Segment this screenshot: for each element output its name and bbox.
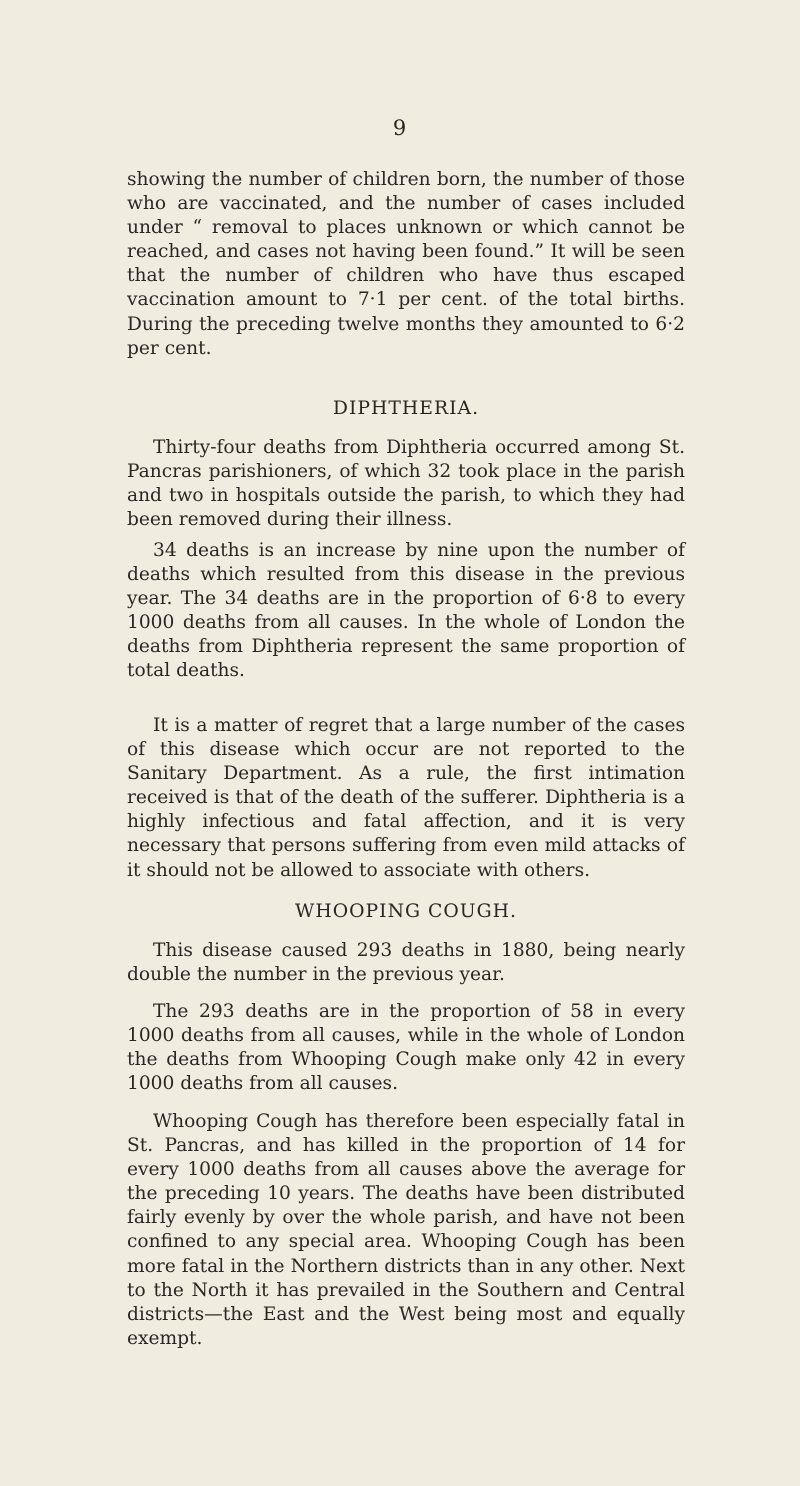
paragraph-text: 34 deaths is an increase by nine upon the number of deaths which resulted from this disease in the previous year. The 34 deaths are in the proportion of 6·8 to every 1000 deaths from all causes. In the whole of London the deaths from Diphtheria represent the same proportion of total deaths. [127,540,685,682]
section-heading-whooping-cough: WHOOPING COUGH. [295,901,517,922]
diphtheria-paragraph-2 [127,539,685,684]
paragraph-text: It is a matter of regret that a large number of the cases of this disease which occur are not reported to the Sanitary Department. As a rule, the first intimation received is that of the death of the sufferer. Diphtheria is a highly infectious and fatal affection, and it is very necessary that persons suffering from even mild attacks of it should not be allowed to associate with others. [127,715,685,881]
paragraph-text: The 293 deaths are in the proportion of 58 in every 1000 deaths from all causes, while in the whole of London the deaths from Whooping Cough make only 42 in every 1000 deaths from all causes. [127,1001,685,1095]
intro-paragraph [127,168,685,361]
page-number: 9 [392,116,408,140]
whooping-cough-paragraph-2 [127,1000,685,1096]
paragraph-text: This disease caused 293 deaths in 1880, being nearly double the number in the previous year. [127,940,685,986]
paragraph-text: Whooping Cough has therefore been especially fatal in St. Pancras, and has killed in the proportion of 14 for every 1000 deaths from all causes above the average for the preceding 10 years. The deaths have been distributed fairly evenly by over the whole parish, and have not been confined to any special area. Whooping Cough has been more fatal in the Northern districts than in any other. Next to the North it has prevailed in the Southern and Central districts—the East and the West being most and equally exempt. [127,1111,685,1349]
diphtheria-paragraph-1 [127,436,685,532]
whooping-cough-paragraph-3 [127,1110,685,1351]
diphtheria-paragraph-3 [127,714,685,883]
section-heading-diphtheria: DIPHTHERIA. [332,398,480,419]
paragraph-text: showing the number of children born, the number of those who are vaccinated, and the number of cases included under “ removal to places unknown or which cannot be reached, and cases not having been found.” It will be seen that the number of children who have thus escaped vaccination amount to 7·1 per cent. of the total births. During the preceding twelve months they amounted to 6·2 per cent. [127,169,685,359]
paragraph-text: Thirty-four deaths from Diphtheria occurred among St. Pancras parishioners, of which 32 took place in the parish and two in hospitals outside the parish, to which they had been removed during their illness. [127,437,685,531]
whooping-cough-paragraph-1 [127,939,685,987]
